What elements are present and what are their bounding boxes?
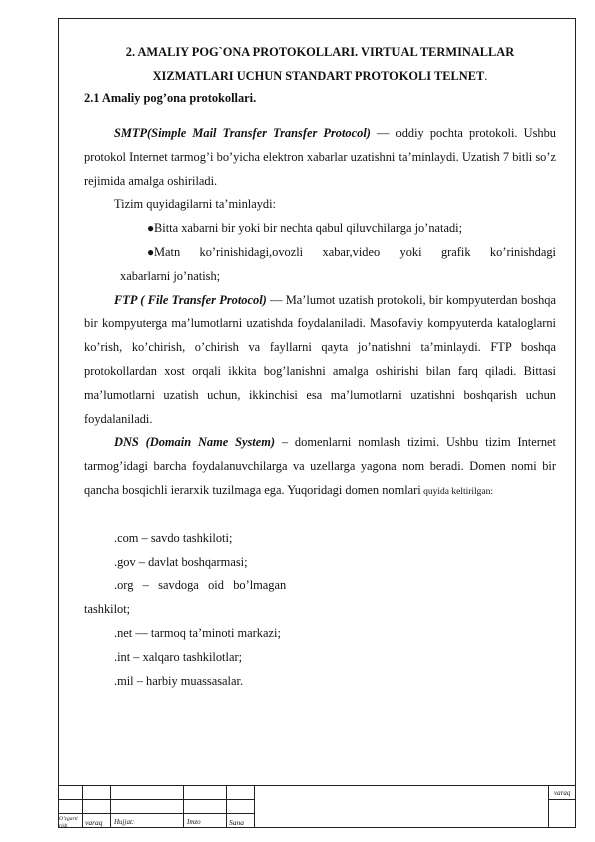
domain-item-net: .net — tarmoq ta’minoti markazi;	[114, 625, 281, 640]
ftp-term: FTP ( File Transfer Protocol)	[114, 292, 267, 307]
section-heading: 2.1 Amaliy pog’ona protokollari.	[84, 91, 257, 105]
bullet-icon: ●	[147, 221, 155, 236]
list-item: ● Matn ko’rinishidagi,ovozli xabar,video yoki grafik ko’rinishdagi xabarlarni jo’natish;	[84, 241, 556, 289]
stamp-cell	[58, 799, 83, 814]
stamp-cell	[548, 799, 576, 828]
ftp-paragraph: FTP ( File Transfer Protocol) — Ma’lumot uzatish protokoli, bir kompyuterdan boshqa bir kompyuterga ma’lumotlarni uzatishda foydalaniladi. Masofaviy kompyuterda kataloglarni ko’rish, ko’chirish, o’chirish va fayllarni qayta jo’natishni ta’minlaydi. FTP boshqa protokollardan xost orqali ikkita bog’lanishni amalga oshirishi bilan farq qiladi. Bittasi ma’lumotlarni uzatish uchun, ikkinchisi esa ma’lumotlarni uzatishni boshqarish uchun foydalaniladi.	[84, 292, 556, 426]
stamp-cell	[110, 785, 184, 800]
bullet-icon: ●	[147, 244, 155, 259]
domain-item-org-cont: tashkilot;	[84, 602, 131, 617]
smtp-term: SMTP(Simple Mail Transfer Transfer Protocol)	[114, 126, 371, 140]
domain-item-org: .org – savdoga oid bo’lmagan	[114, 578, 287, 593]
stamp-cell	[82, 799, 111, 814]
stamp-cell	[183, 799, 227, 814]
stamp-cell	[58, 785, 83, 800]
page-title	[84, 40, 556, 88]
list-item: ● Bitta xabarni bir yoki bir nechta qabul qiluvchilarga jo’natadi;	[84, 217, 556, 241]
tasks-intro: Tizim quyidagilarni ta’minlaydi:	[114, 197, 276, 212]
stamp-cell	[226, 799, 255, 814]
stamp-sana: Sana	[229, 818, 244, 827]
stamp-cell	[226, 785, 255, 800]
domain-item-int: .int – xalqaro tashkilotlar;	[114, 649, 243, 664]
stamp-ozgartirish: O’zgarti	[59, 816, 78, 822]
stamp-ozgartirish-cont: rish	[59, 823, 68, 829]
document-body	[84, 40, 556, 693]
stamp-hujjat: Hujjat:	[114, 818, 135, 826]
title-block	[58, 785, 576, 828]
dns-term: DNS (Domain Name System)	[114, 435, 276, 450]
smtp-paragraph: SMTP(Simple Mail Transfer Transfer Protocol) — oddiy pochta protokoli. Ushbu protokol Internet tarmog’i bo’yicha elektron xabarlar uzatishni ta’minlaydi. Uzatish 7 bitli so’z rejimida amalga oshiriladi.	[84, 126, 556, 188]
stamp-varaq: varaq	[85, 818, 103, 827]
title-line-2: XIZMATLARI UCHUN STANDART PROTOKOLI TELNET.	[152, 69, 488, 83]
stamp-varaq-right: varaq	[554, 789, 571, 797]
stamp-cell	[183, 785, 227, 800]
domain-item-gov: .gov – davlat boshqarmasi;	[114, 554, 248, 569]
stamp-imzo: Imzo	[187, 818, 201, 826]
domain-item-mil: .mil – harbiy muassasalar.	[114, 673, 244, 688]
stamp-cell	[110, 799, 184, 814]
domain-item-com: .com – savdo tashkiloti;	[114, 530, 233, 545]
stamp-cell	[82, 785, 111, 800]
title-line-1: 2. AMALIY POG`ONA PROTOKOLLARI. VIRTUAL TERMINALLAR	[125, 45, 515, 59]
dns-paragraph: DNS (Domain Name System) – domenlarni nomlash tizimi. Ushbu tizim Internet tarmog’idagi barcha foydalanuvchilarga va uzellarga yagona nom beradi. Domen nomi bir qancha bosqichli ierarxik tuzilmaga ega. Yuqoridagi domen nomlari quyida keltirilgan:	[84, 435, 557, 497]
